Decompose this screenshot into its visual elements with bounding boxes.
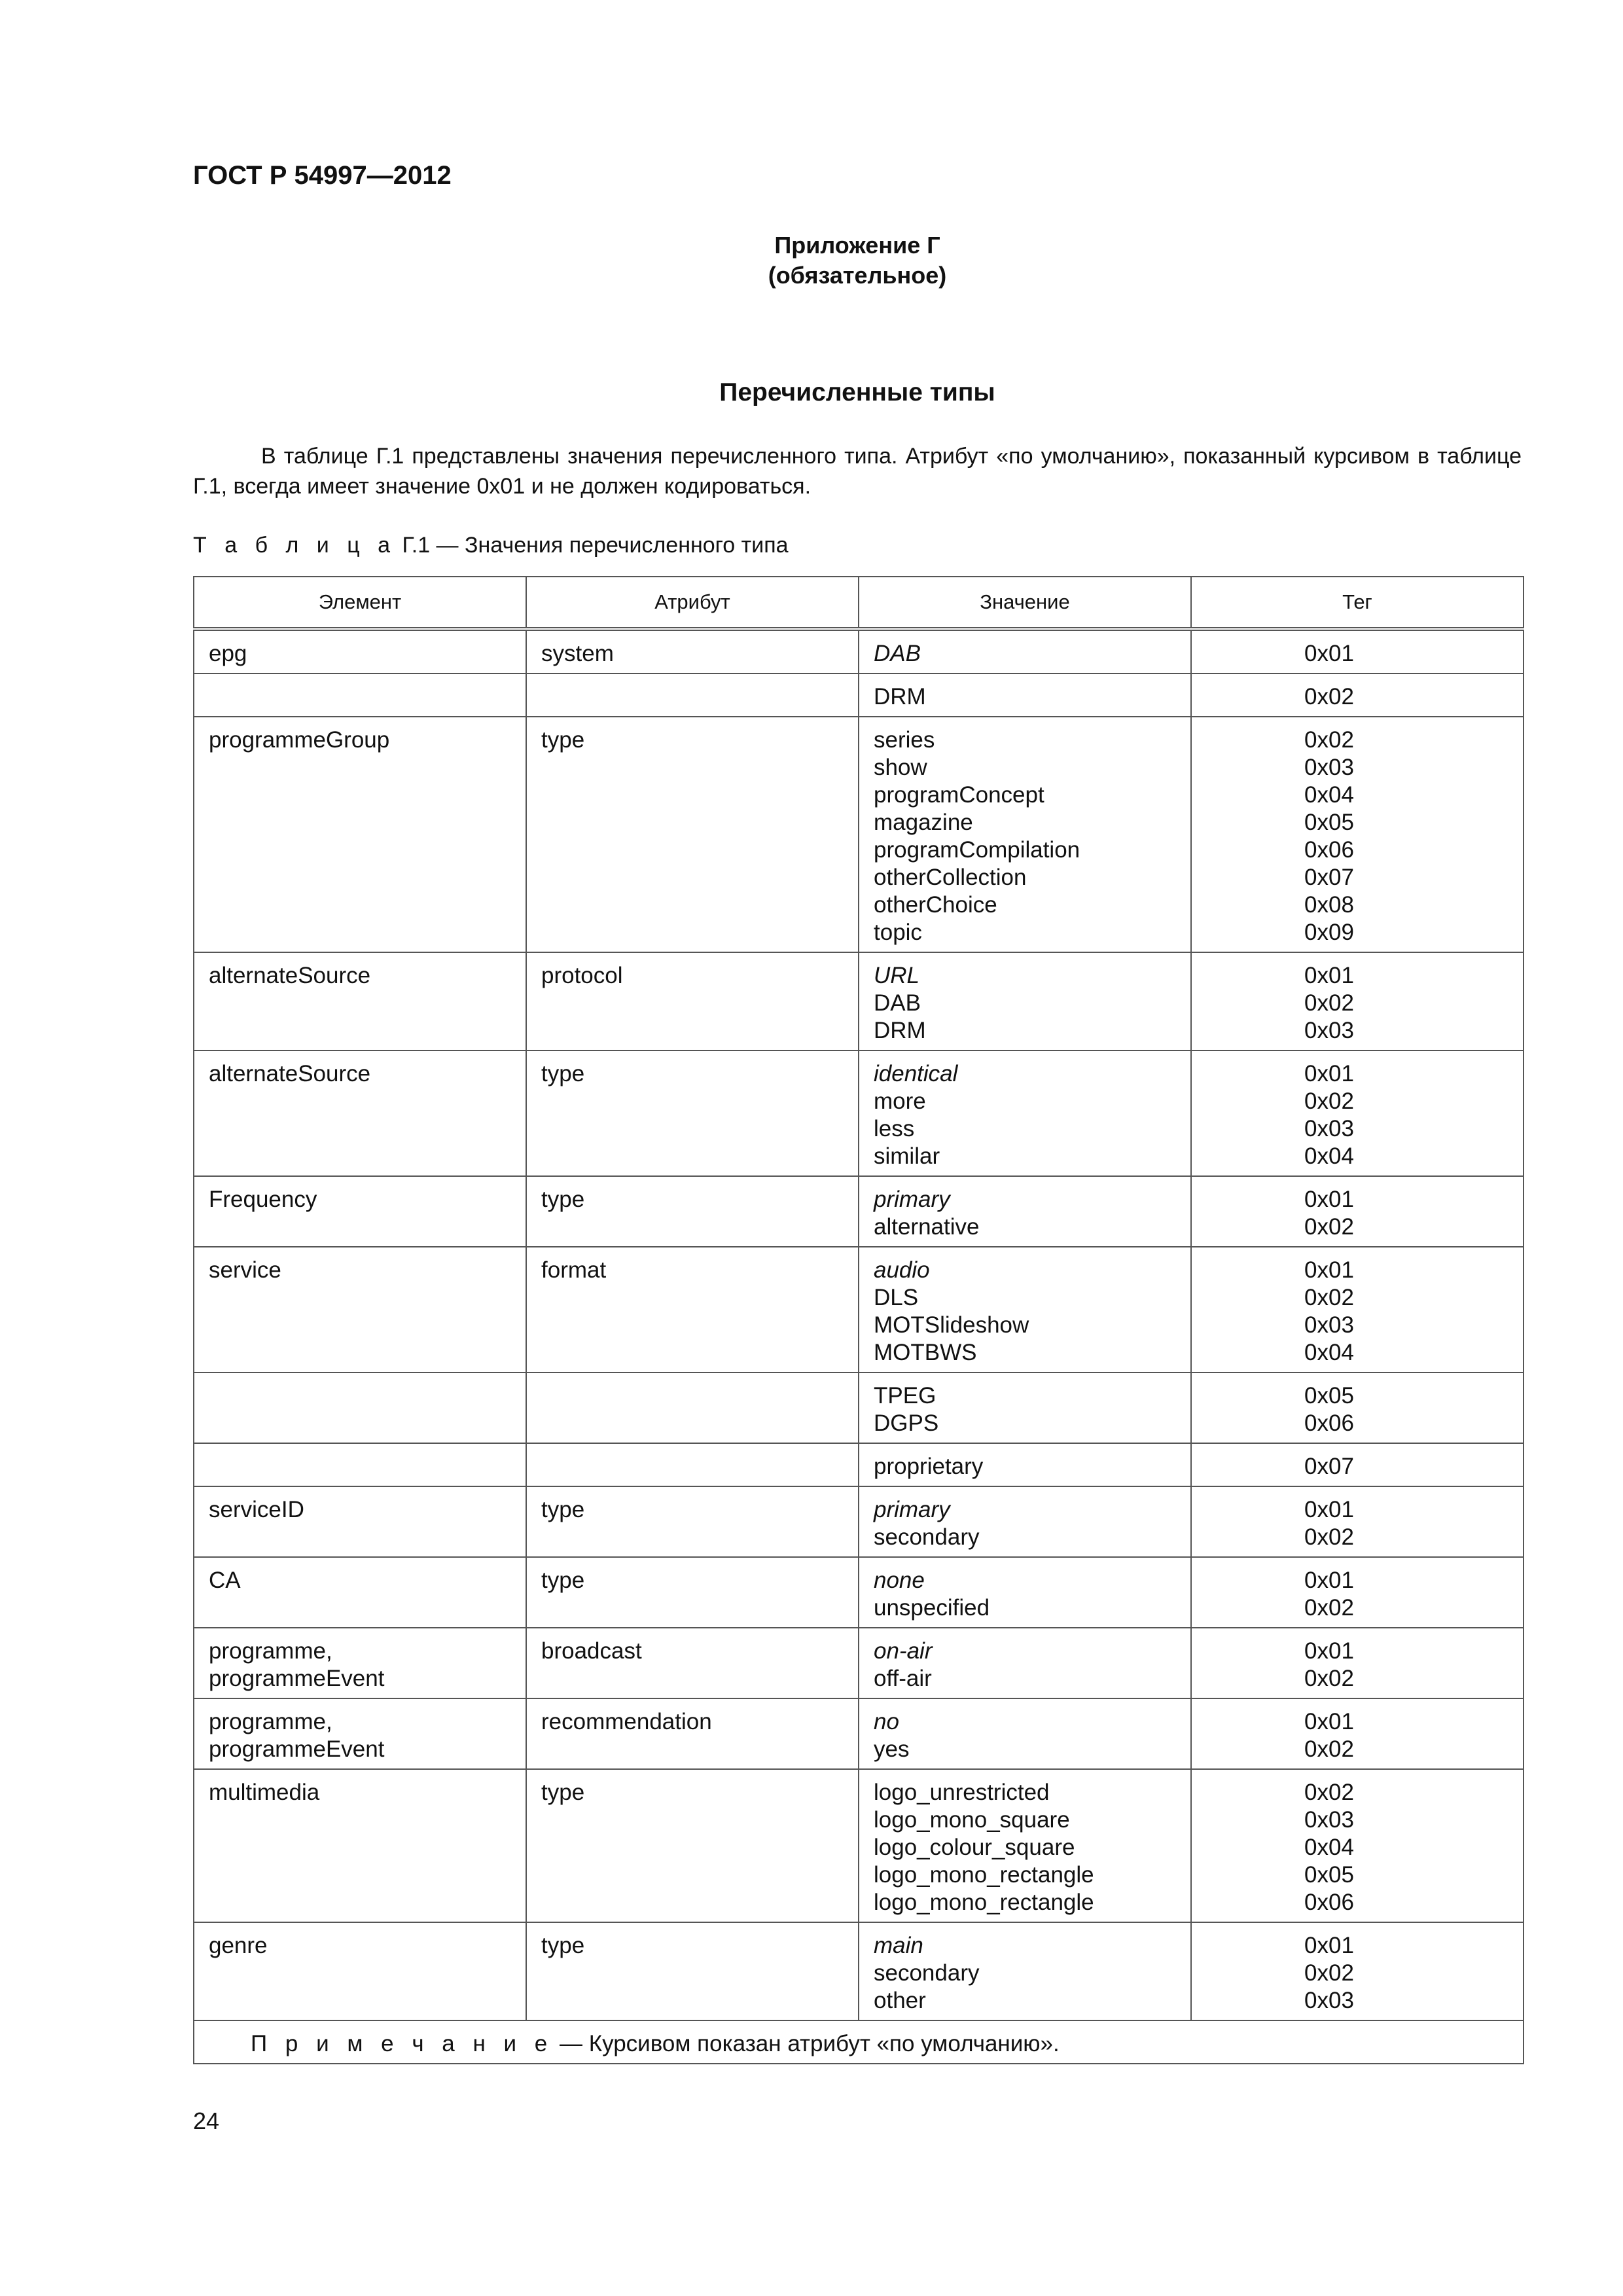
cell-tags: [1191, 1922, 1524, 2020]
table-row: [194, 952, 1524, 1050]
section-title: Перечисленные типы: [719, 378, 995, 406]
table-row: [194, 1372, 1524, 1443]
column-header-attribute: Атрибут: [526, 577, 859, 629]
default-value: primary: [874, 1497, 950, 1522]
table-row: [194, 1698, 1524, 1769]
cell-values: [859, 1443, 1191, 1486]
cell-tags: [1191, 629, 1524, 673]
table: [193, 576, 1524, 2064]
cell-element: [194, 1922, 526, 2020]
tag-value: 0x01: [1304, 1638, 1354, 1664]
element-name: service: [209, 1257, 281, 1283]
table-row: [194, 1486, 1524, 1557]
tag-value: 0x02: [1304, 1214, 1354, 1240]
tag-value: 0x02: [1304, 1736, 1354, 1762]
cell-attribute: type: [526, 717, 859, 952]
default-value: none: [874, 1568, 925, 1593]
tag-value: 0x02: [1304, 727, 1354, 753]
element-name: genre: [209, 1933, 268, 1958]
cell-values: [859, 717, 1191, 952]
cell-element: [194, 1247, 526, 1372]
cell-tags: [1191, 1176, 1524, 1247]
enum-value: proprietary: [874, 1454, 984, 1479]
element-name: alternateSource: [209, 1061, 371, 1086]
annex-title: Приложение Г: [774, 232, 940, 259]
cell-attribute: [526, 1372, 859, 1443]
intro-text: В таблице Г.1 представлены значения перечисленного типа. Атрибут «по умолчанию», показанный курсивом в таблице Г.1, всегда имеет значение 0x01 и не должен кодироваться.: [193, 444, 1522, 499]
enum-value: logo_mono_square: [874, 1807, 1070, 1833]
default-value: primary: [874, 1187, 950, 1212]
enum-value: logo_mono_rectangle: [874, 1890, 1094, 1915]
table-note-text: — Курсивом показан атрибут «по умолчанию».: [553, 2031, 1060, 2056]
cell-values: [859, 1769, 1191, 1922]
cell-attribute: type: [526, 1050, 859, 1176]
table-row: [194, 1922, 1524, 2020]
table-row: [194, 1247, 1524, 1372]
cell-attribute: type: [526, 1557, 859, 1628]
element-name: serviceID: [209, 1497, 304, 1522]
enum-value: otherCollection: [874, 865, 1027, 890]
table-row: [194, 1443, 1524, 1486]
enum-value: similar: [874, 1143, 940, 1169]
cell-attribute: protocol: [526, 952, 859, 1050]
enum-value: programConcept: [874, 782, 1044, 808]
cell-element: [194, 673, 526, 717]
table-row: [194, 1557, 1524, 1628]
cell-element: [194, 1769, 526, 1922]
tag-value: 0x07: [1304, 1454, 1354, 1479]
cell-values: [859, 673, 1191, 717]
intro-paragraph: [193, 441, 1522, 501]
cell-element: [194, 717, 526, 952]
enum-value: more: [874, 1088, 926, 1114]
cell-attribute: type: [526, 1486, 859, 1557]
cell-values: [859, 1922, 1191, 2020]
enum-value: yes: [874, 1736, 910, 1762]
element-name: epg: [209, 641, 247, 666]
cell-values: [859, 1628, 1191, 1698]
tag-value: 0x03: [1304, 755, 1354, 780]
cell-values: [859, 1486, 1191, 1557]
element-name: alternateSource: [209, 963, 371, 988]
tag-value: 0x03: [1304, 1988, 1354, 2013]
cell-element: [194, 952, 526, 1050]
enum-value: show: [874, 755, 927, 780]
cell-attribute: type: [526, 1176, 859, 1247]
tag-value: 0x05: [1304, 1383, 1354, 1408]
column-header-element: Элемент: [194, 577, 526, 629]
cell-tags: [1191, 1557, 1524, 1628]
standard-id: ГОСТ Р 54997—2012: [193, 161, 452, 190]
tag-value: 0x06: [1304, 1410, 1354, 1436]
enum-value: DLS: [874, 1285, 919, 1310]
enum-value: DRM: [874, 1018, 926, 1043]
enum-value: MOTSlideshow: [874, 1312, 1029, 1338]
cell-attribute: format: [526, 1247, 859, 1372]
column-header-value: Значение: [859, 577, 1191, 629]
enum-value: less: [874, 1116, 915, 1141]
default-value: no: [874, 1709, 899, 1734]
tag-value: 0x04: [1304, 1143, 1354, 1169]
enum-value: logo_unrestricted: [874, 1780, 1050, 1805]
tag-value: 0x02: [1304, 1285, 1354, 1310]
tag-value: 0x02: [1304, 1960, 1354, 1986]
enum-value: secondary: [874, 1524, 980, 1550]
element-name: programme,: [209, 1709, 332, 1734]
element-name: CA: [209, 1568, 241, 1593]
tag-value: 0x09: [1304, 920, 1354, 945]
tag-value: 0x03: [1304, 1807, 1354, 1833]
tag-value: 0x04: [1304, 782, 1354, 808]
cell-values: [859, 629, 1191, 673]
cell-values: [859, 1698, 1191, 1769]
table-row: [194, 1628, 1524, 1698]
enum-value: TPEG: [874, 1383, 936, 1408]
cell-tags: [1191, 717, 1524, 952]
cell-tags: [1191, 1443, 1524, 1486]
cell-tags: [1191, 1698, 1524, 1769]
cell-element: [194, 1050, 526, 1176]
enum-value: otherChoice: [874, 892, 997, 918]
cell-element: [194, 629, 526, 673]
cell-tags: [1191, 952, 1524, 1050]
tag-value: 0x01: [1304, 1568, 1354, 1593]
cell-attribute: recommendation: [526, 1698, 859, 1769]
cell-attribute: type: [526, 1769, 859, 1922]
tag-value: 0x04: [1304, 1835, 1354, 1860]
tag-value: 0x03: [1304, 1116, 1354, 1141]
page-number: 24: [193, 2108, 220, 2134]
element-name: multimedia: [209, 1780, 320, 1805]
tag-value: 0x03: [1304, 1018, 1354, 1043]
table-note-prefix: П р и м е ч а н и е: [251, 2031, 554, 2056]
enum-value: magazine: [874, 810, 973, 835]
table-row: [194, 629, 1524, 673]
table-body: [194, 629, 1524, 2020]
default-value: identical: [874, 1061, 958, 1086]
enum-value: DAB: [874, 990, 921, 1016]
tag-value: 0x02: [1304, 1780, 1354, 1805]
tag-value: 0x01: [1304, 963, 1354, 988]
cell-values: [859, 1050, 1191, 1176]
enumerated-types-table: [193, 576, 1524, 2064]
cell-tags: [1191, 1372, 1524, 1443]
tag-value: 0x01: [1304, 1933, 1354, 1958]
enum-value: off-air: [874, 1666, 932, 1691]
table-row: [194, 1050, 1524, 1176]
enum-value: logo_mono_rectangle: [874, 1862, 1094, 1888]
cell-values: [859, 1176, 1191, 1247]
cell-tags: [1191, 1769, 1524, 1922]
tag-value: 0x01: [1304, 1061, 1354, 1086]
enum-value: secondary: [874, 1960, 980, 1986]
enum-value: DGPS: [874, 1410, 939, 1436]
cell-tags: [1191, 1050, 1524, 1176]
table-row: [194, 717, 1524, 952]
cell-attribute: system: [526, 629, 859, 673]
table-caption-prefix: Т а б л и ц а: [193, 533, 397, 558]
tag-value: 0x01: [1304, 1709, 1354, 1734]
cell-element: [194, 1698, 526, 1769]
default-value: on-air: [874, 1638, 933, 1664]
enum-value: logo_colour_square: [874, 1835, 1075, 1860]
cell-attribute: broadcast: [526, 1628, 859, 1698]
cell-values: [859, 1372, 1191, 1443]
default-value: audio: [874, 1257, 930, 1283]
enum-value: alternative: [874, 1214, 980, 1240]
cell-attribute: [526, 673, 859, 717]
cell-attribute: type: [526, 1922, 859, 2020]
element-name: programme,: [209, 1638, 332, 1664]
tag-value: 0x02: [1304, 990, 1354, 1016]
cell-element: [194, 1628, 526, 1698]
table-note: [194, 2020, 1524, 2064]
column-header-tag: Тег: [1191, 577, 1524, 629]
tag-value: 0x07: [1304, 865, 1354, 890]
tag-value: 0x02: [1304, 1666, 1354, 1691]
enum-value: DRM: [874, 684, 926, 709]
tag-value: 0x01: [1304, 1497, 1354, 1522]
table-header-row: [194, 577, 1524, 629]
cell-tags: [1191, 673, 1524, 717]
element-name: programmeEvent: [209, 1666, 385, 1691]
tag-value: 0x06: [1304, 837, 1354, 863]
table-caption: [193, 533, 789, 558]
enum-value: other: [874, 1988, 926, 2013]
tag-value: 0x05: [1304, 1862, 1354, 1888]
tag-value: 0x02: [1304, 1595, 1354, 1621]
cell-values: [859, 1557, 1191, 1628]
enum-value: MOTBWS: [874, 1340, 977, 1365]
cell-element: [194, 1486, 526, 1557]
tag-value: 0x04: [1304, 1340, 1354, 1365]
cell-element: [194, 1443, 526, 1486]
cell-element: [194, 1176, 526, 1247]
cell-tags: [1191, 1628, 1524, 1698]
annex-status: (обязательное): [768, 262, 947, 289]
table-row: [194, 673, 1524, 717]
element-name: programmeEvent: [209, 1736, 385, 1762]
tag-value: 0x01: [1304, 1257, 1354, 1283]
default-value: URL: [874, 963, 920, 988]
tag-value: 0x02: [1304, 1088, 1354, 1114]
enum-value: series: [874, 727, 935, 753]
enum-value: topic: [874, 920, 922, 945]
cell-tags: [1191, 1486, 1524, 1557]
cell-element: [194, 1372, 526, 1443]
cell-element: [194, 1557, 526, 1628]
tag-value: 0x05: [1304, 810, 1354, 835]
tag-value: 0x02: [1304, 684, 1354, 709]
enum-value: unspecified: [874, 1595, 990, 1621]
cell-attribute: [526, 1443, 859, 1486]
tag-value: 0x02: [1304, 1524, 1354, 1550]
tag-value: 0x03: [1304, 1312, 1354, 1338]
table-note-row: [194, 2020, 1524, 2064]
table-row: [194, 1769, 1524, 1922]
element-name: Frequency: [209, 1187, 317, 1212]
cell-values: [859, 1247, 1191, 1372]
cell-values: [859, 952, 1191, 1050]
enum-value: programCompilation: [874, 837, 1080, 863]
tag-value: 0x01: [1304, 641, 1354, 666]
default-value: main: [874, 1933, 923, 1958]
element-name: programmeGroup: [209, 727, 390, 753]
tag-value: 0x01: [1304, 1187, 1354, 1212]
table-caption-text: Г.1 — Значения перечисленного типа: [396, 533, 789, 558]
default-value: DAB: [874, 641, 921, 666]
tag-value: 0x06: [1304, 1890, 1354, 1915]
cell-tags: [1191, 1247, 1524, 1372]
table-row: [194, 1176, 1524, 1247]
tag-value: 0x08: [1304, 892, 1354, 918]
